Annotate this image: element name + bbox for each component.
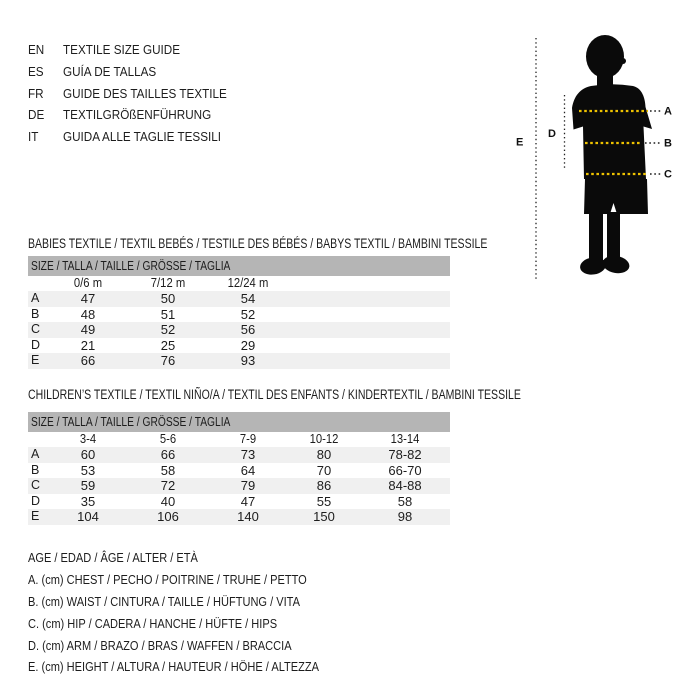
size-value-cell: 25 xyxy=(160,337,176,353)
size-header-bar xyxy=(28,256,450,276)
language-row xyxy=(28,61,245,83)
legend-line-hip xyxy=(28,613,370,635)
size-value-cell: 66 xyxy=(160,447,176,462)
size-value-cell: 140 xyxy=(237,509,259,525)
size-value-cell: 49 xyxy=(80,322,96,338)
language-code: DE xyxy=(28,107,45,123)
size-value-cell: 29 xyxy=(240,337,256,353)
filler-cell xyxy=(288,338,450,354)
size-value-cell: 47 xyxy=(240,493,256,509)
table-row xyxy=(28,494,450,510)
filler-cell xyxy=(296,276,442,291)
column-header-row xyxy=(28,432,450,447)
legend-line-height xyxy=(28,656,370,678)
language-title: GUÍA DE TALLAS xyxy=(63,63,157,79)
measure-label-b: B xyxy=(664,137,672,150)
row-label: A xyxy=(31,291,40,305)
size-header-text: SIZE / TALLA / TAILLE / GRÖSSE / TAGLIA xyxy=(31,415,231,429)
legend-line-arm xyxy=(28,635,370,657)
filler-cell xyxy=(288,353,450,369)
language-code: IT xyxy=(28,129,39,145)
size-value-cell: 80 xyxy=(316,447,332,462)
size-value-cell: 84-88 xyxy=(388,478,422,494)
row-label: C xyxy=(31,322,41,337)
table-row xyxy=(28,447,450,463)
children-section-heading xyxy=(28,387,660,402)
column-header: 7/12 m xyxy=(150,276,186,290)
language-row xyxy=(28,126,245,148)
row-label: C xyxy=(31,478,41,493)
babies-size-table xyxy=(28,256,450,369)
language-row xyxy=(28,104,245,126)
legend-text: D. (cm) ARM / BRAZO / BRAS / WAFFEN / BRACCIA xyxy=(28,637,292,653)
size-value-cell: 35 xyxy=(80,493,96,509)
language-title: TEXTILGRÖßENFÜHRUNG xyxy=(63,107,212,123)
table-row xyxy=(28,463,450,479)
size-value-cell: 58 xyxy=(160,462,176,478)
measure-label-e: E xyxy=(516,136,524,149)
size-value-cell: 40 xyxy=(160,493,176,509)
size-value-cell: 106 xyxy=(157,509,179,525)
row-label: B xyxy=(31,306,40,321)
size-value-cell: 76 xyxy=(160,353,176,369)
legend-text: A. (cm) CHEST / PECHO / POITRINE / TRUHE / PETTO xyxy=(28,571,307,587)
size-value-cell: 52 xyxy=(160,322,176,338)
filler-cell xyxy=(288,322,450,338)
legend-text: E. (cm) HEIGHT / ALTURA / HAUTEUR / HÖHE / ALTEZZA xyxy=(28,659,320,675)
corner-cell xyxy=(29,432,47,447)
size-value-cell: 66 xyxy=(80,353,96,369)
language-title: GUIDA ALLE TAGLIE TESSILI xyxy=(63,129,222,145)
measure-label-c: C xyxy=(664,168,672,181)
children-heading-text: CHILDREN’S TEXTILE / TEXTIL NIÑO/A / TEXTIL DES ENFANTS / KINDERTEXTIL / BAMBINI TESSILE xyxy=(28,387,521,402)
column-header: 13-14 xyxy=(390,432,420,446)
table-row xyxy=(28,307,450,323)
size-value-cell: 73 xyxy=(240,447,256,462)
size-header-text: SIZE / TALLA / TAILLE / GRÖSSE / TAGLIA xyxy=(31,259,231,273)
size-value-cell: 104 xyxy=(77,509,99,525)
language-row xyxy=(28,83,245,105)
column-header: 12/24 m xyxy=(227,276,269,290)
size-value-cell: 150 xyxy=(313,509,335,525)
size-value-cell: 58 xyxy=(397,493,413,509)
column-header: 3-4 xyxy=(79,432,97,446)
size-value-cell: 60 xyxy=(80,447,96,462)
column-header: 0/6 m xyxy=(73,276,103,290)
legend-line-chest xyxy=(28,569,370,591)
table-row xyxy=(28,338,450,354)
language-title-list xyxy=(28,39,245,148)
size-value-cell: 48 xyxy=(80,306,96,322)
size-value-cell: 56 xyxy=(240,322,256,338)
legend-line-waist xyxy=(28,591,370,613)
size-value-cell: 50 xyxy=(160,291,176,306)
row-label: B xyxy=(31,462,40,477)
corner-cell xyxy=(29,276,47,291)
measure-label-d: D xyxy=(548,128,556,140)
language-code: ES xyxy=(28,63,44,79)
filler-cell xyxy=(288,291,450,307)
row-label: D xyxy=(31,493,41,508)
legend-text: B. (cm) WAIST / CINTURA / TAILLE / HÜFTUNG / VITA xyxy=(28,593,300,609)
filler-cell xyxy=(288,307,450,323)
size-value-cell: 21 xyxy=(80,337,96,353)
legend-text: AGE / EDAD / ÂGE / ALTER / ETÀ xyxy=(28,550,198,565)
size-header-bar xyxy=(28,412,450,432)
row-label: D xyxy=(31,337,41,352)
size-value-cell: 54 xyxy=(240,291,256,306)
row-label: E xyxy=(31,509,40,524)
size-value-cell: 78-82 xyxy=(388,447,422,462)
language-row xyxy=(28,39,245,61)
legend-line-age xyxy=(28,547,370,569)
size-value-cell: 79 xyxy=(240,478,256,494)
size-value-cell: 93 xyxy=(240,353,256,369)
legend-text: C. (cm) HIP / CADERA / HANCHE / HÜFTE / HIPS xyxy=(28,615,278,631)
language-title: TEXTILE SIZE GUIDE xyxy=(63,42,181,57)
measure-label-a: A xyxy=(664,105,672,118)
language-code: EN xyxy=(28,42,45,57)
babies-heading-text: BABIES TEXTILE / TEXTIL BEBÉS / TESTILE DES BÉBÉS / BABYS TEXTIL / BAMBINI TESSILE xyxy=(28,236,488,251)
column-header-row xyxy=(28,276,450,291)
size-value-cell: 86 xyxy=(316,478,332,494)
size-value-cell: 66-70 xyxy=(388,462,422,478)
table-row xyxy=(28,322,450,338)
size-value-cell: 51 xyxy=(160,306,176,322)
column-header: 5-6 xyxy=(159,432,177,446)
table-row xyxy=(28,509,450,525)
table-row xyxy=(28,478,450,494)
size-value-cell: 72 xyxy=(160,478,176,494)
babies-section-heading xyxy=(28,236,617,251)
row-label: A xyxy=(31,447,40,461)
size-value-cell: 53 xyxy=(80,462,96,478)
size-value-cell: 70 xyxy=(316,462,332,478)
table-row xyxy=(28,291,450,307)
size-value-cell: 64 xyxy=(240,462,256,478)
language-title: GUIDE DES TAILLES TEXTILE xyxy=(63,85,227,101)
row-label: E xyxy=(31,353,40,368)
size-value-cell: 55 xyxy=(316,493,332,509)
language-code: FR xyxy=(28,85,44,101)
column-header: 7-9 xyxy=(239,432,257,446)
children-size-table xyxy=(28,412,450,525)
size-value-cell: 98 xyxy=(397,509,413,525)
table-row xyxy=(28,353,450,369)
size-value-cell: 47 xyxy=(80,291,96,306)
size-value-cell: 59 xyxy=(80,478,96,494)
size-value-cell: 52 xyxy=(240,306,256,322)
column-header: 10-12 xyxy=(309,432,339,446)
measurement-legend xyxy=(28,547,370,678)
